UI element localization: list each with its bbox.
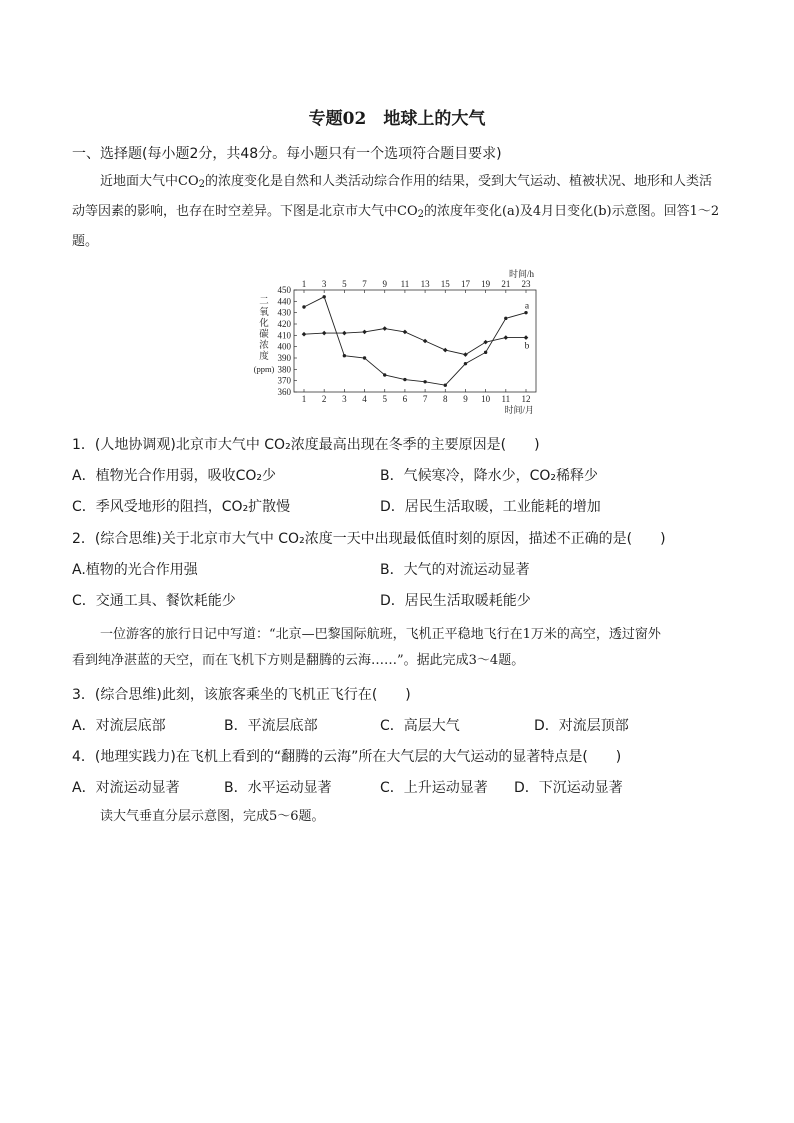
y-axis-label-char: 浓 bbox=[259, 341, 269, 351]
q2-option-a: A.植物的光合作用强 bbox=[72, 562, 198, 578]
page-title: 专题02 地球上的大气 bbox=[308, 109, 486, 129]
series-a-point bbox=[363, 356, 366, 359]
x-hour-tick-label: 21 bbox=[501, 279, 511, 289]
x-hour-tick-label: 9 bbox=[382, 279, 387, 289]
question-2-stem: 2．(综合思维)关于北京市大气中 CO₂浓度一天中出现最低值时刻的原因，描述不正确的是( ) bbox=[72, 531, 666, 547]
x-hour-tick-label: 1 bbox=[301, 279, 307, 289]
intro-paragraph-1 bbox=[72, 167, 724, 257]
series-b-point bbox=[463, 352, 468, 357]
series-b-point bbox=[362, 330, 367, 335]
y-tick-label: 390 bbox=[277, 353, 291, 363]
x-month-tick-label: 3 bbox=[342, 394, 347, 404]
q1-option-a: A．植物光合作用弱，吸收CO₂少 bbox=[72, 468, 276, 484]
q1-option-b: B．气候寒冷，降水少，CO₂稀释少 bbox=[380, 468, 599, 484]
series-b-point bbox=[382, 326, 387, 331]
y-tick-label: 430 bbox=[277, 307, 291, 318]
x-hour-tick-label: 23 bbox=[521, 279, 531, 289]
x-hour-tick-label: 5 bbox=[342, 279, 347, 289]
x-month-tick-label: 12 bbox=[521, 394, 531, 404]
series-a-point bbox=[464, 362, 467, 365]
y-tick-label: 400 bbox=[277, 341, 291, 352]
q3-option-c: C．高层大气 bbox=[380, 718, 460, 734]
y-axis-label-char: 度 bbox=[259, 352, 269, 362]
y-axis-label-char: 二 bbox=[259, 297, 269, 307]
series-a-point bbox=[403, 378, 406, 381]
series-a-label: a bbox=[524, 301, 530, 312]
y-tick-label: 360 bbox=[277, 387, 291, 397]
x-month-tick-label: 7 bbox=[422, 394, 428, 404]
question-4-stem: 4．(地理实践力)在飞机上看到的“翻腾的云海”所在大气层的大气运动的显著特点是( ) bbox=[72, 749, 622, 765]
series-a-point bbox=[302, 305, 305, 308]
q3-option-b: B．平流层底部 bbox=[224, 718, 318, 734]
q4-option-d: D．下沉运动显著 bbox=[514, 780, 623, 796]
series-b-point bbox=[423, 339, 428, 344]
plot-frame bbox=[294, 290, 536, 392]
intro-subscript-2: 2 bbox=[417, 209, 424, 220]
section-heading: 一、选择题(每小题2分，共48分。每小题只有一个选项符合题目要求) bbox=[72, 146, 502, 162]
x-month-tick-label: 1 bbox=[301, 394, 307, 404]
q3-option-d: D．对流层顶部 bbox=[534, 718, 629, 734]
y-axis-label-char: 化 bbox=[259, 319, 269, 329]
intro-paragraph-2-line-2: 看到纯净湛蓝的天空，而在飞机下方则是翻腾的云海……”。据此完成3～4题。 bbox=[72, 653, 525, 668]
series-b-label: b bbox=[524, 341, 530, 352]
x-month-tick-label: 9 bbox=[463, 394, 468, 404]
x-hour-tick-label: 7 bbox=[362, 279, 367, 289]
series-b-point bbox=[322, 331, 327, 336]
series-a-point bbox=[484, 351, 487, 354]
y-tick-label: 450 bbox=[277, 285, 291, 295]
q1-option-c: C．季风受地形的阻挡，CO₂扩散慢 bbox=[72, 499, 291, 515]
q1-option-d: D．居民生活取暖，工业能耗的增加 bbox=[380, 499, 601, 515]
intro-text-part-1: 近地面大气中CO bbox=[100, 174, 199, 189]
x-month-tick-label: 10 bbox=[481, 394, 491, 404]
series-b-point bbox=[483, 340, 488, 345]
series-a-point bbox=[444, 384, 447, 387]
x-month-axis-label: 时间/月 bbox=[504, 405, 534, 415]
x-hour-tick-label: 11 bbox=[400, 279, 410, 289]
x-month-tick-label: 6 bbox=[402, 394, 408, 404]
series-a-point bbox=[383, 373, 386, 376]
series-b-line bbox=[304, 329, 526, 355]
series-b-point bbox=[504, 335, 509, 340]
intro-text-part-3: 的浓度年变化(a)及4月日变化(b)示意图。回答1～2题。 bbox=[72, 204, 720, 249]
series-b-point bbox=[443, 348, 448, 353]
q2-option-b: B．大气的对流运动显著 bbox=[380, 562, 530, 578]
q4-option-c: C．上升运动显著 bbox=[380, 780, 488, 796]
q4-option-a: A．对流运动显著 bbox=[72, 780, 180, 796]
y-axis-label-unit: (ppm) bbox=[253, 364, 275, 374]
series-a-point bbox=[322, 295, 325, 298]
x-hour-tick-label: 15 bbox=[440, 279, 450, 289]
x-month-tick-label: 11 bbox=[501, 394, 511, 404]
intro-paragraph-2-line-1: 一位游客的旅行日记中写道：“北京—巴黎国际航班，飞机正平稳地飞行在1万米的高空，透过窗外 bbox=[100, 627, 661, 642]
series-a-point bbox=[423, 380, 426, 383]
y-tick-label: 410 bbox=[277, 330, 291, 341]
y-tick-label: 370 bbox=[277, 375, 291, 386]
x-hour-tick-label: 3 bbox=[321, 279, 327, 289]
y-tick-label: 440 bbox=[277, 296, 291, 307]
q2-option-d: D．居民生活取暖耗能少 bbox=[380, 593, 531, 609]
series-b-point bbox=[403, 330, 408, 335]
question-1-stem: 1．(人地协调观)北京市大气中 CO₂浓度最高出现在冬季的主要原因是( ) bbox=[72, 437, 540, 453]
q2-option-c: C．交通工具、餐饮耗能少 bbox=[72, 593, 236, 609]
y-axis-label-char: 氧 bbox=[259, 308, 269, 318]
x-hour-tick-label: 13 bbox=[420, 279, 430, 289]
x-month-tick-label: 2 bbox=[321, 394, 327, 404]
x-hour-axis-label: 时间/h bbox=[508, 269, 534, 279]
q3-option-a: A．对流层底部 bbox=[72, 718, 166, 734]
x-month-tick-label: 4 bbox=[362, 394, 367, 404]
y-axis-label-char: 碳 bbox=[259, 330, 269, 340]
series-a-point bbox=[343, 354, 346, 357]
series-b-point bbox=[302, 332, 307, 337]
x-hour-tick-label: 19 bbox=[481, 279, 491, 289]
series-a-point bbox=[504, 317, 507, 320]
series-b-point bbox=[342, 331, 347, 336]
x-month-tick-label: 5 bbox=[382, 394, 387, 404]
q4-option-b: B．水平运动显著 bbox=[224, 780, 332, 796]
co2-concentration-chart bbox=[250, 268, 550, 418]
x-month-tick-label: 8 bbox=[443, 394, 448, 404]
y-tick-label: 380 bbox=[277, 364, 291, 375]
intro-paragraph-3: 读大气垂直分层示意图，完成5～6题。 bbox=[100, 809, 325, 824]
y-tick-label: 420 bbox=[277, 319, 291, 329]
intro-text-part-2: 的浓度变化是自然和人类活动综合作用的结果，受到大气运动、植被状况、地形和人类活动等因素的影响，也存在时空差异。下图是北京市大气中CO bbox=[72, 174, 712, 219]
series-b-point bbox=[524, 335, 529, 340]
question-3-stem: 3．(综合思维)此刻，该旅客乘坐的飞机正飞行在( ) bbox=[72, 687, 411, 703]
x-hour-tick-label: 17 bbox=[460, 279, 470, 289]
intro-subscript-1: 2 bbox=[198, 179, 205, 190]
